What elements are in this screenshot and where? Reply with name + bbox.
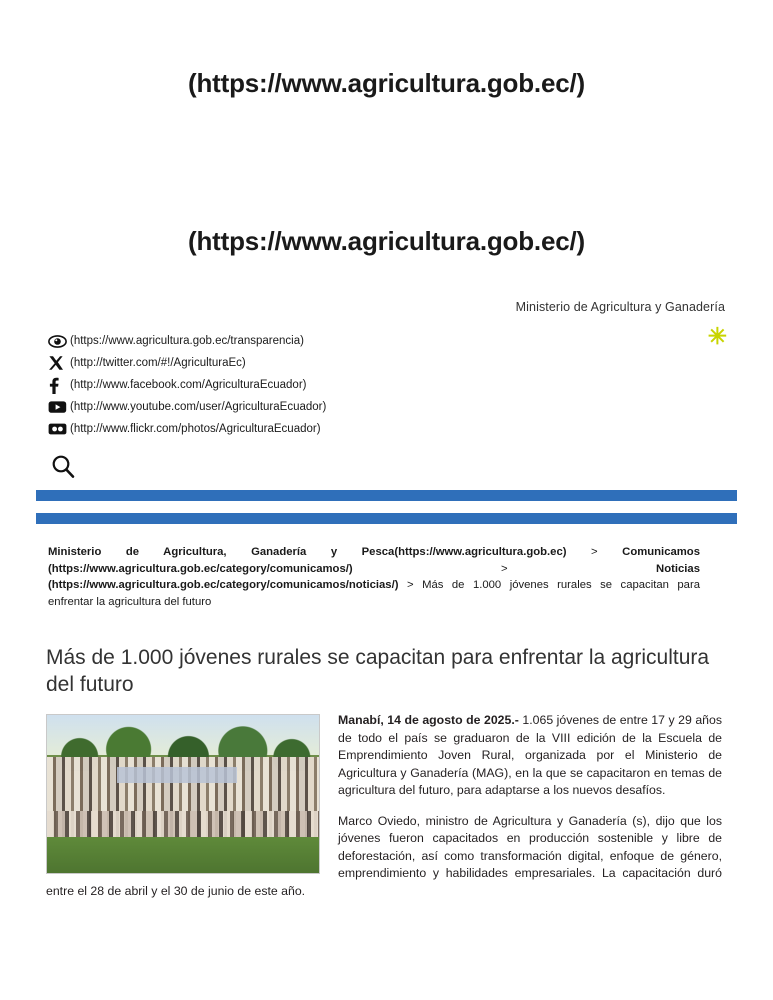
facebook-icon	[48, 375, 70, 395]
social-link-youtube[interactable]	[48, 396, 648, 418]
nav-bar-primary	[36, 490, 737, 501]
article-image	[46, 714, 320, 874]
asterisk-icon: ✳	[707, 323, 727, 349]
social-link-twitter[interactable]	[48, 352, 648, 374]
breadcrumb-item-noticias-url[interactable]: (https://www.agricultura.gob.ec/category/comunicamos/noticias/)	[48, 579, 399, 591]
breadcrumb-item-current: Más de 1.000 jóvenes rurales se capacitan para enfrentar la agricultura del futuro	[48, 579, 700, 608]
nav-bar-secondary	[36, 513, 737, 524]
breadcrumb-item-noticias[interactable]: Noticias	[656, 562, 700, 575]
article-paragraph-1-text: 1.065 jóvenes de entre 17 y 29 años de todo el país se graduaron de la VIII edición de la Escuela de Emprendimiento Joven Rural, organizada por el Ministerio de Agricultura y Ganadería (MAG), en la que se capacitaron en temas de agricultura del futuro, para adaptarse a los nuevos desafíos.	[338, 713, 722, 797]
youtube-icon	[48, 397, 70, 417]
flickr-icon	[48, 419, 70, 439]
article-body	[46, 712, 722, 913]
site-logo-link-secondary[interactable]: (https://www.agricultura.gob.ec/)	[188, 226, 585, 256]
page-title: Más de 1.000 jóvenes rurales se capacitan para enfrentar la agricultura del futuro	[46, 646, 710, 696]
social-link-label: (http://twitter.com/#!/AgriculturaEc)	[70, 357, 246, 369]
social-link-label: (http://www.flickr.com/photos/AgriculturaEcuador)	[70, 423, 321, 435]
x-twitter-icon	[48, 353, 70, 373]
ministry-label: Ministerio de Agricultura y Ganadería	[515, 300, 725, 314]
search-icon[interactable]	[50, 453, 76, 479]
article-paragraph-2: Marco Oviedo, ministro de Agricultura y Ganadería (s), dijo que los jóvenes fueron capacitados en producción sostenible y libre de deforestación, así como transformación digital, enfoque de género, emprendimiento y habilidades empresariales. La capacitación duró entre el 28 de abril y el 30 de junio de este año.	[46, 813, 722, 898]
breadcrumb-separator: >	[398, 579, 423, 591]
breadcrumb-item-comunicamos[interactable]: Comunicamos	[622, 546, 700, 558]
eye-icon	[48, 331, 70, 351]
social-link-label: (https://www.agricultura.gob.ec/transparencia)	[70, 335, 304, 347]
photo-banner	[117, 767, 237, 783]
social-link-label: (http://www.youtube.com/user/AgriculturaEcuador)	[70, 401, 327, 413]
breadcrumb-separator: >	[566, 546, 623, 558]
social-link-label: (http://www.facebook.com/AgriculturaEcuador)	[70, 379, 307, 391]
site-logo-link-top[interactable]: (https://www.agricultura.gob.ec/)	[188, 68, 585, 98]
social-link-transparencia[interactable]	[48, 330, 648, 352]
article-dateline: Manabí, 14 de agosto de 2025.-	[338, 713, 519, 727]
photo-field	[47, 837, 319, 873]
breadcrumb-item-home[interactable]: Ministerio de Agricultura, Ganadería y Pesca	[48, 546, 395, 558]
breadcrumb	[48, 544, 700, 610]
social-link-facebook[interactable]	[48, 374, 648, 396]
social-links-list	[48, 330, 648, 440]
social-link-flickr[interactable]	[48, 418, 648, 440]
breadcrumb-item-home-url[interactable]: (https://www.agricultura.gob.ec)	[394, 546, 567, 558]
breadcrumb-separator: >	[352, 562, 657, 575]
breadcrumb-item-comunicamos-url[interactable]: (https://www.agricultura.gob.ec/category/comunicamos/)	[48, 562, 353, 575]
